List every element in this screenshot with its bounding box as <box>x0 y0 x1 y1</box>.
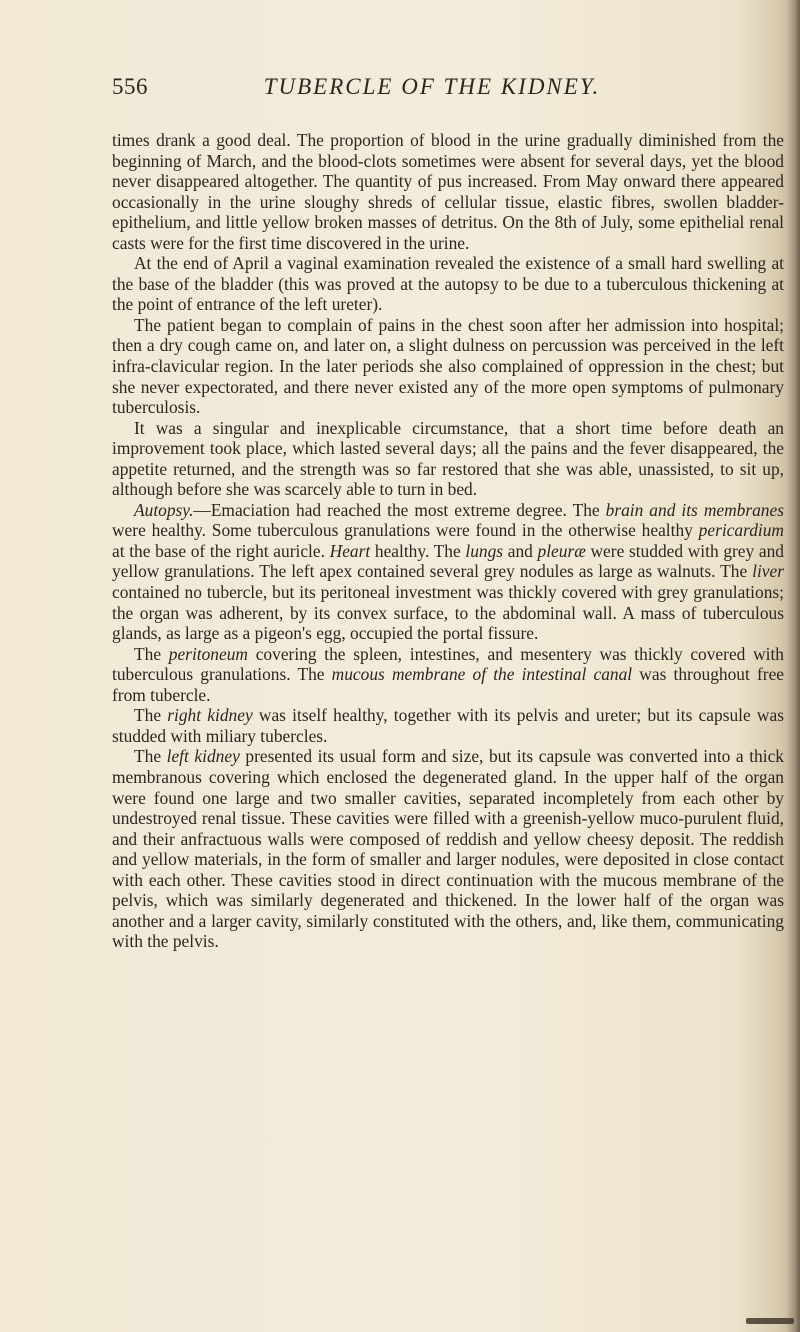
binding-mark <box>746 1318 794 1324</box>
heart-label: Heart <box>329 540 371 561</box>
running-head: TUBERCLE OF THE KIDNEY. <box>263 74 601 99</box>
autopsy-text-1: —Emaciation had reached the most extreme degree. The <box>193 499 606 520</box>
paragraph-urine-course: times drank a good deal. The proportion of blood in the urine gradually diminished from the beginning of March, and the blood-clots sometimes were absent for several days, yet the blood never disappeared altogether. The quantity of pus increased. From May onward there appeared occasionally in the urine sloughy shreds of cellular tissue, elastic fibres, swollen bladder-epithelium, and little yellow broken masses of detritus. On the 8th of July, some epithelial renal casts were for the first time discovered in the urine. <box>112 130 784 253</box>
paragraph-peritoneum <box>112 644 784 706</box>
peritoneum-text-3: was throughout free from tubercle. <box>112 664 785 705</box>
right-kidney-label: right kidney <box>167 705 253 726</box>
autopsy-text-6: were studded with grey and yellow granulations. The left apex contained several grey nodules as large as walnuts. The <box>112 540 784 582</box>
right-kidney-text-2: was itself healthy, together with its pelvis and ureter; but its capsule was studded with miliary tubercles. <box>112 705 784 746</box>
autopsy-text-3: at the base of the right auricle. <box>112 540 330 561</box>
pericardium-label: pericardium <box>698 520 784 541</box>
paragraph-improvement: It was a singular and inexplicable circumstance, that a short time before death an improvement took place, which lasted several days; all the pains and the fever disappeared, the appetite returned, and the strength was so far restored that she was able, unassisted, to sit up, although before she was scarcely able to turn in bed. <box>112 417 784 500</box>
paragraph-vaginal-exam: At the end of April a vaginal examination revealed the existence of a small hard swelling at the base of the bladder (this was proved at the autopsy to be due to a tuberculous thickening at the point of entrance of the left ureter). <box>112 253 784 315</box>
page-edge-shadow <box>786 0 800 1332</box>
pleurae-label: pleuræ <box>537 540 586 561</box>
peritoneum-text-2: covering the spleen, intestines, and mesentery was thickly covered with tuberculous granulations. The <box>112 643 784 685</box>
page-number: 556 <box>112 74 148 99</box>
paragraph-autopsy <box>112 500 784 644</box>
paragraph-chest-symptoms: The patient began to complain of pains in the chest soon after her admission into hospital; then a dry cough came on, and later on, a slight dulness on percussion was perceived in the left infra-clavicular region. In the later periods she also complained of oppression in the chest; but she never expectorated, and there never existed any of the more open symptoms of pulmonary tuberculosis. <box>112 314 784 418</box>
left-kidney-label: left kidney <box>166 746 240 767</box>
autopsy-text-4: healthy. The <box>370 540 466 561</box>
lungs-label: lungs <box>465 540 504 561</box>
left-kidney-text-1: The <box>134 746 167 767</box>
right-kidney-text-1: The <box>134 705 168 726</box>
brain-label: brain and its membranes <box>605 499 784 520</box>
autopsy-label: Autopsy. <box>134 499 194 520</box>
left-kidney-text-2: presented its usual form and size, but its capsule was converted into a thick membranous covering which enclosed the degenerated gland. In the upper half of the organ were found one large and two smaller cavities, separated incompletely from each other by undestroyed renal tissue. These cavities were filled with a greenish-yellow muco-purulent fluid, and their anfractuous walls were composed of reddish and yellow cheesy deposit. The reddish and yellow materials, in the form of smaller and larger nodules, were deposited in close contact with each other. These cavities stood in direct continuation with the mucous membrane of the pelvis, which was similarly degenerated and thickened. In the lower half of the organ was another and a larger cavity, similarly constituted with the others, and, like them, communicating with the pelvis. <box>112 746 784 952</box>
autopsy-text-5: and <box>503 540 538 561</box>
paragraph-left-kidney <box>112 746 784 951</box>
autopsy-text-2: were healthy. Some tuberculous granulations were found in the otherwise healthy <box>112 520 699 541</box>
peritoneum-text-1: The <box>134 643 169 664</box>
autopsy-text-7: contained no tubercle, but its peritoneal investment was thickly covered with grey granulations; the organ was adherent, by its convex surface, to the abdominal wall. A mass of tuberculous glands, as large as a pigeon's egg, occupied the portal fissure. <box>112 582 784 644</box>
paragraph-right-kidney <box>112 705 784 746</box>
mucous-membrane-label: mucous membrane of the intestinal canal <box>331 664 633 685</box>
liver-label: liver <box>752 561 784 582</box>
page-header <box>112 74 732 114</box>
peritoneum-label: peritoneum <box>168 643 248 664</box>
body-text <box>112 130 784 952</box>
